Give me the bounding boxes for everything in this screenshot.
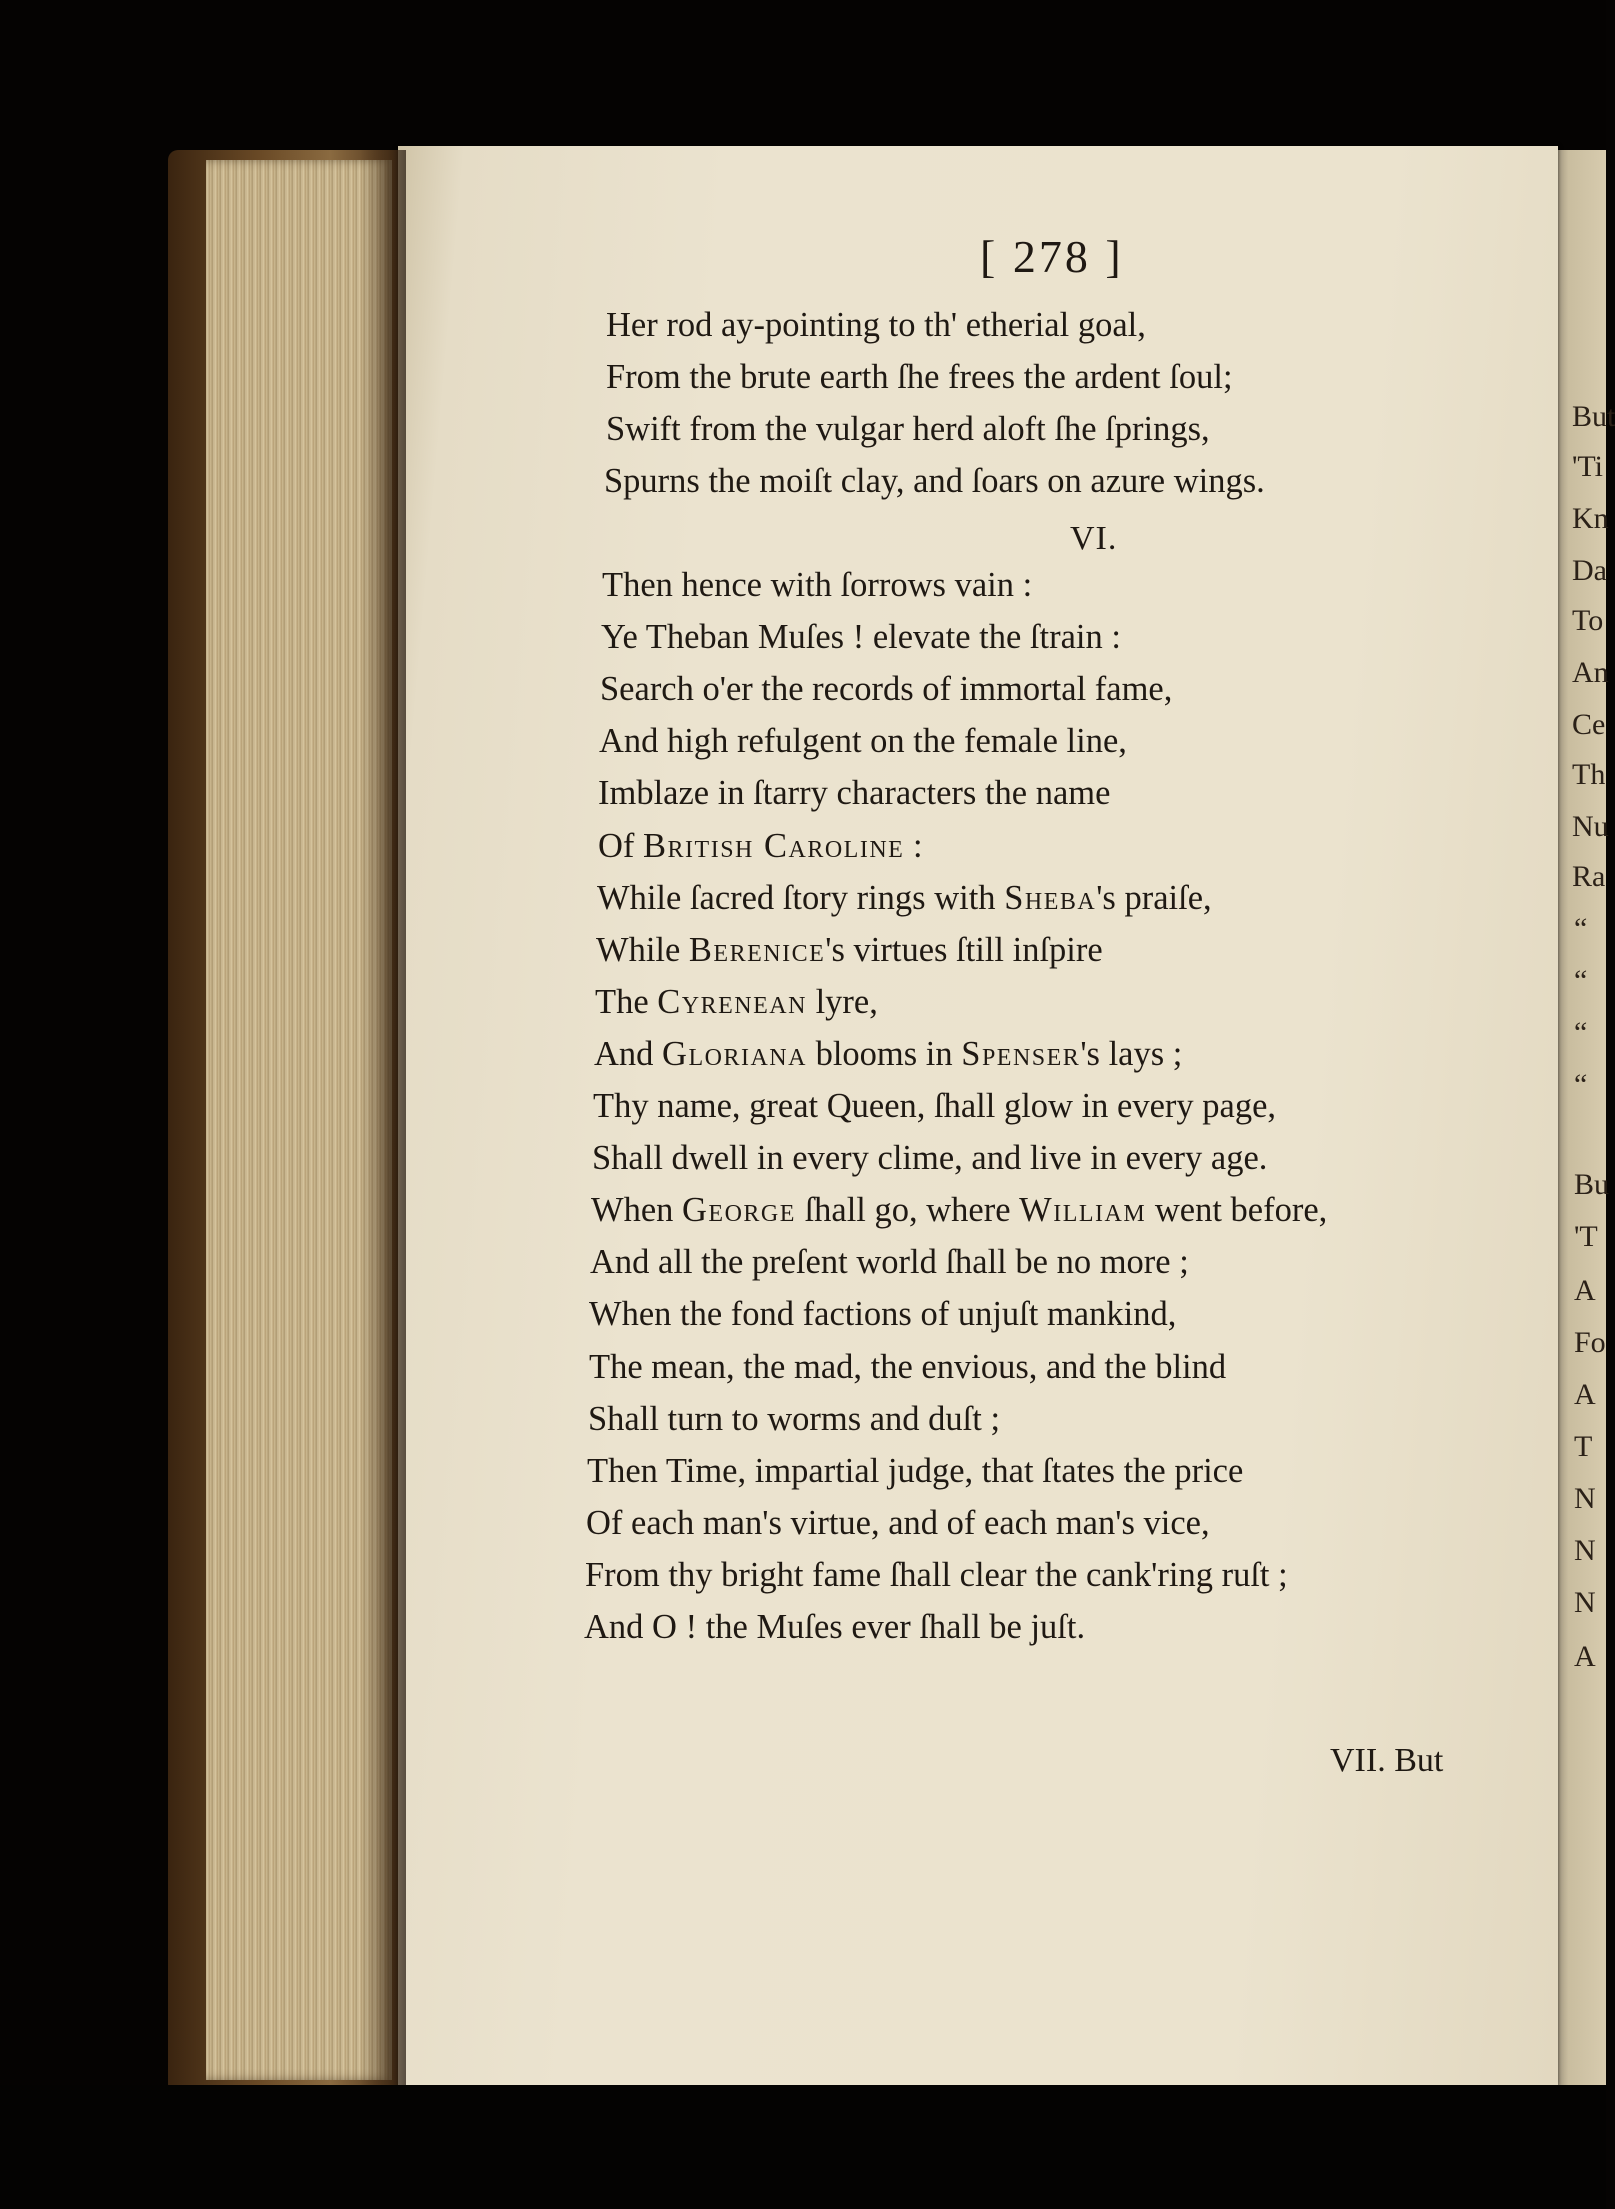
facing-page-text: Ce	[1572, 708, 1606, 741]
small-caps-name: British Caroline	[643, 827, 905, 865]
facing-page-text: N	[1574, 1534, 1596, 1567]
line-text: lyre,	[806, 983, 878, 1021]
facing-page-text: A	[1574, 1640, 1596, 1673]
small-caps-name: Gloriana	[662, 1035, 807, 1073]
background-shadow	[0, 2085, 1606, 2209]
poem-line	[598, 776, 1110, 811]
facing-page-text: Th	[1572, 758, 1606, 791]
facing-page-text: A	[1574, 1274, 1596, 1307]
facing-page-text: “	[1574, 1068, 1588, 1101]
line-text: And O ! the Muſes ever ſhall be juſt.	[584, 1608, 1086, 1646]
section-number: VI.	[1070, 520, 1118, 557]
facing-page-text: N	[1574, 1482, 1596, 1515]
facing-page-text: Da	[1572, 554, 1607, 587]
poem-line	[588, 1402, 1000, 1437]
small-caps-name: Spenser	[961, 1035, 1081, 1073]
facing-page-text: T	[1574, 1430, 1593, 1463]
line-text: 's praiſe,	[1096, 879, 1212, 917]
poem-line: Her rod ay-pointing to th' etherial goal,	[606, 306, 1146, 344]
line-text: Shall dwell in every clime, and live in every age.	[592, 1139, 1268, 1177]
poem-line	[589, 1350, 1226, 1385]
line-text: Imblaze in ſtarry characters the name	[598, 774, 1111, 812]
line-text: When	[591, 1191, 683, 1229]
poem-line	[590, 1245, 1189, 1280]
line-text: 's virtues ſtill inſpire	[825, 931, 1103, 969]
line-text: When the fond factions of unjuſt mankind,	[589, 1295, 1177, 1333]
facing-page-text: Bu	[1574, 1168, 1610, 1201]
line-text: And high refulgent on the female line,	[599, 722, 1127, 760]
poem-line: Spurns the moiſt clay, and ſoars on azure wings.	[604, 462, 1265, 500]
catchword: VII. But	[1330, 1742, 1444, 1779]
line-text: While	[596, 931, 689, 969]
poem-line	[591, 1193, 1327, 1228]
facing-page-text: Nu	[1572, 810, 1609, 843]
poem-line	[589, 1297, 1176, 1332]
line-text: Search o'er the records of immortal fame,	[600, 670, 1173, 708]
line-text: Then Time, impartial judge, that ſtates the price	[587, 1452, 1244, 1490]
line-text: Thy name, great Queen, ſhall glow in every page,	[593, 1087, 1277, 1125]
page-running-head: [ 278 ]	[980, 231, 1124, 282]
line-text: went before,	[1146, 1191, 1328, 1229]
facing-page-text: A	[1574, 1378, 1596, 1411]
line-text: Of each man's virtue, and of each man's vice,	[586, 1504, 1210, 1542]
small-caps-name: Cyrenean	[657, 983, 807, 1021]
line-text: :	[904, 827, 923, 865]
line-text: While ſacred ſtory rings with	[597, 879, 1005, 917]
poem-line: From the brute earth ſhe frees the ardent ſoul;	[606, 358, 1233, 396]
line-text: And	[594, 1035, 663, 1073]
poem-line	[599, 724, 1127, 759]
facing-page-text: To	[1572, 604, 1604, 637]
poem-line	[593, 1089, 1276, 1124]
poem-line: Swift from the vulgar herd aloft ſhe ſprings,	[606, 410, 1210, 448]
poem-line	[602, 568, 1032, 603]
line-text: Ye Theban Muſes ! elevate the ſtrain :	[601, 618, 1121, 656]
facing-page-text: N	[1574, 1586, 1596, 1619]
facing-page-text: Kn	[1572, 502, 1609, 535]
poem-line	[584, 1610, 1085, 1645]
poem-line	[596, 933, 1103, 968]
line-text: blooms in	[806, 1035, 962, 1073]
poem-line	[586, 1506, 1210, 1541]
line-text: Then hence with ſorrows vain :	[602, 566, 1033, 604]
facing-page-text: Ra	[1572, 860, 1606, 893]
facing-page-text: “	[1574, 964, 1588, 997]
facing-page-text: Fo	[1574, 1326, 1606, 1359]
line-text: The	[595, 983, 658, 1021]
line-text: Of	[598, 827, 644, 865]
line-text: Shall turn to worms and duſt ;	[588, 1400, 1001, 1438]
small-caps-name: George	[682, 1191, 796, 1229]
line-text: ſhall go, where	[795, 1191, 1020, 1229]
line-text: From thy bright fame ſhall clear the cank'ring ruſt ;	[585, 1556, 1288, 1594]
line-text: The mean, the mad, the envious, and the blind	[589, 1348, 1227, 1386]
poem-line	[597, 881, 1212, 916]
facing-page-text: An	[1572, 656, 1609, 689]
poem-line	[595, 985, 878, 1020]
line-text: And all the preſent world ſhall be no more ;	[590, 1243, 1189, 1281]
poem-line	[587, 1454, 1243, 1489]
small-caps-name: Berenice	[688, 931, 826, 969]
small-caps-name: Sheba	[1004, 879, 1097, 917]
poem-line	[585, 1558, 1288, 1593]
poem-line	[600, 672, 1172, 707]
poem-line	[598, 829, 923, 864]
facing-page-text: “	[1574, 912, 1588, 945]
facing-page-text: “	[1574, 1016, 1588, 1049]
facing-page-text: 'T	[1574, 1220, 1598, 1253]
facing-page-text: But	[1572, 400, 1615, 433]
small-caps-name: William	[1019, 1191, 1147, 1229]
poem-line	[592, 1141, 1267, 1176]
poem-line	[601, 620, 1121, 655]
line-text: 's lays ;	[1080, 1035, 1183, 1073]
facing-page-text: 'Ti	[1572, 450, 1604, 483]
poem-line	[594, 1037, 1182, 1072]
